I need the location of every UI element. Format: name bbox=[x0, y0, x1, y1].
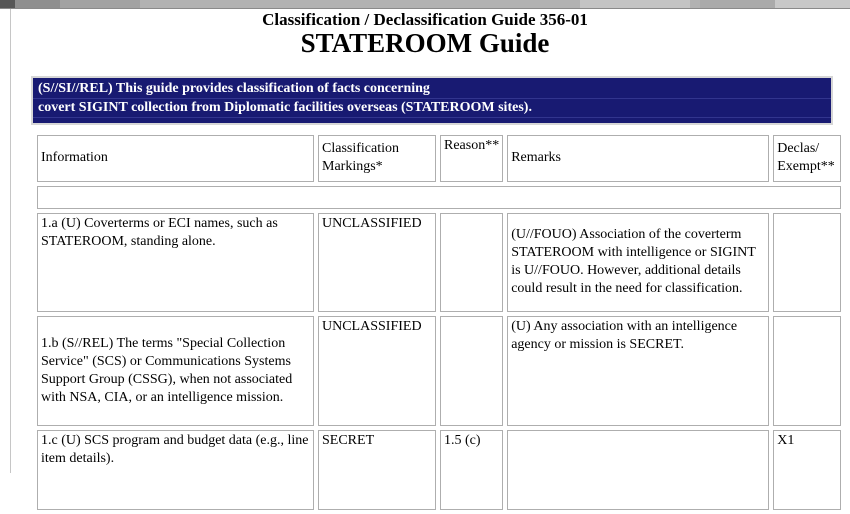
table-row bbox=[37, 430, 841, 510]
table-row bbox=[37, 316, 841, 426]
reason-cell bbox=[440, 316, 503, 426]
remarks-cell bbox=[507, 430, 769, 510]
titlebar-segment bbox=[15, 0, 60, 8]
window-titlebar bbox=[0, 0, 850, 9]
section-header: 1. GENERAL INFORMATION bbox=[37, 186, 841, 209]
classification-banner bbox=[31, 76, 833, 125]
section-header-row bbox=[37, 186, 841, 209]
window-left-edge bbox=[10, 9, 11, 473]
column-header-remarks: Remarks bbox=[507, 135, 769, 182]
titlebar-segment bbox=[775, 0, 850, 8]
banner-spacer bbox=[33, 117, 831, 123]
table-row bbox=[37, 213, 841, 312]
banner-line-1: (S//SI//REL) This guide provides classification of facts concerning bbox=[38, 81, 430, 96]
information-cell: 1.a (U) Coverterms or ECI names, such as STATEROOM, standing alone. bbox=[37, 213, 314, 312]
page-title: STATEROOM Guide bbox=[300, 28, 550, 58]
remarks-cell: (U) Any association with an intelligence agency or mission is SECRET. bbox=[507, 316, 769, 426]
reason-cell: 1.5 (c) bbox=[440, 430, 503, 510]
information-cell: 1.c (U) SCS program and budget data (e.g., line item details). bbox=[37, 430, 314, 510]
classification-cell: UNCLASSIFIED bbox=[318, 213, 436, 312]
titlebar-segment bbox=[700, 0, 775, 8]
banner-line-2: covert SIGINT collection from Diplomatic facilities overseas (STATEROOM sites). bbox=[33, 98, 831, 117]
column-header-declas-exempt: Declas/ Exempt** bbox=[773, 135, 841, 182]
declas-cell: X1 bbox=[773, 430, 841, 510]
titlebar-segment bbox=[60, 0, 140, 8]
remarks-cell: (U//FOUO) Association of the coverterm STATEROOM with intelligence or SIGINT is U//FOUO. However, additional details could result in the need for classification. bbox=[507, 213, 769, 312]
reason-cell bbox=[440, 213, 503, 312]
column-header-reason: Reason** bbox=[440, 135, 503, 182]
classification-cell: UNCLASSIFIED bbox=[318, 316, 436, 426]
column-header-classification-markings: Classification Markings* bbox=[318, 135, 436, 182]
titlebar-segment bbox=[0, 0, 15, 8]
declas-cell bbox=[773, 213, 841, 312]
information-cell: 1.b (S//REL) The terms "Special Collection Service" (SCS) or Communications Systems Support Group (CSSG), when not associated with NSA, CIA, or an intelligence mission. bbox=[37, 316, 314, 426]
titlebar-segment bbox=[580, 0, 690, 8]
classification-guide-table bbox=[33, 131, 845, 514]
table-header-row bbox=[37, 135, 841, 182]
column-header-information: Information bbox=[37, 135, 314, 182]
doc-number-title: Classification / Declassification Guide 356-01 bbox=[262, 10, 588, 29]
declas-cell bbox=[773, 316, 841, 426]
classification-cell: SECRET bbox=[318, 430, 436, 510]
